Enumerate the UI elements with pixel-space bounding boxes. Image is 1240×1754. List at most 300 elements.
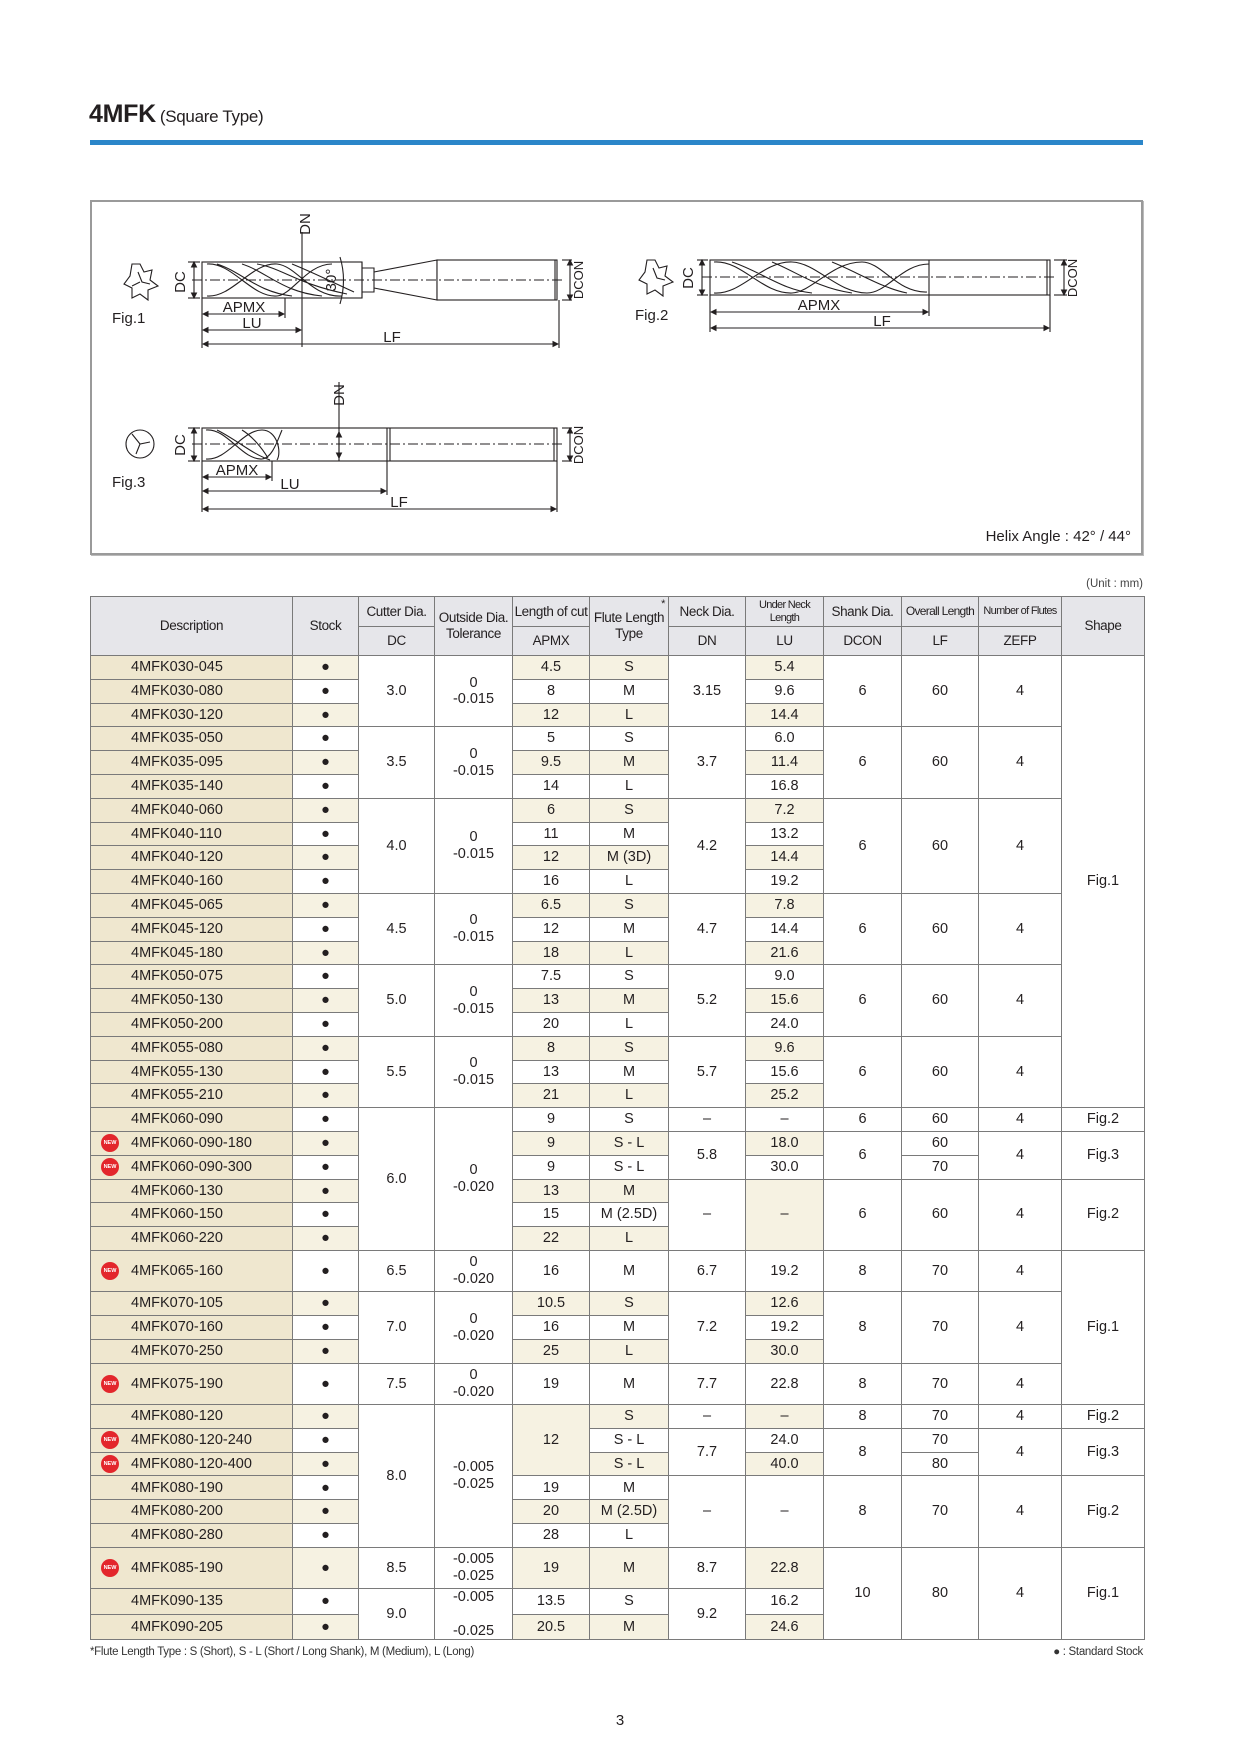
table-row	[91, 798, 1145, 822]
cell-flute-type: L	[590, 774, 669, 798]
cell-apmx: 7.5	[513, 965, 590, 989]
description-text: 4MFK060-090-300	[131, 1158, 252, 1175]
cell-flutes: 4	[979, 1547, 1062, 1639]
new-badge: NEW	[101, 1559, 119, 1577]
cell-shape: Fig.1	[1062, 1250, 1145, 1404]
cell-description	[91, 917, 293, 941]
fig3-drawing	[126, 382, 572, 512]
table-row	[91, 656, 1145, 680]
cell-cutter-dia: 8.5	[359, 1547, 435, 1588]
description-text: 4MFK085-190	[131, 1559, 223, 1576]
cell-flute-type: M	[590, 1363, 669, 1404]
description-text: 4MFK045-065	[131, 897, 223, 914]
cell-flutes: 4	[979, 656, 1062, 727]
cell-flutes: 4	[979, 1405, 1062, 1429]
cell-flute-type: M (2.5D)	[590, 1203, 669, 1227]
stock-bullet-icon: ●	[293, 727, 359, 751]
stock-bullet-icon: ●	[1053, 1646, 1060, 1658]
description-text: 4MFK060-150	[131, 1206, 223, 1223]
cell-flute-type: S	[590, 1589, 669, 1615]
cell-under-neck-length: 19.2	[746, 1316, 824, 1340]
cell-overall-length: 60	[902, 656, 979, 727]
cell-cutter-dia: 3.0	[359, 656, 435, 727]
table-row	[91, 1405, 1145, 1429]
stock-bullet-icon: ●	[293, 1179, 359, 1203]
cell-apmx: 9	[513, 1131, 590, 1155]
header-lu: LU	[746, 627, 824, 656]
unit-note: (Unit : mm)	[1086, 578, 1143, 590]
cell-neck-dia: 3.15	[669, 656, 746, 727]
header-under-neck-length: Under Neck Length	[746, 597, 824, 627]
cell-flute-type: M (3D)	[590, 846, 669, 870]
cell-shank-dia: 6	[824, 727, 902, 798]
cell-under-neck-length: 14.4	[746, 703, 824, 727]
description-text: 4MFK060-090-180	[131, 1135, 252, 1151]
fig1-label: Fig.1	[112, 310, 146, 327]
cell-apmx: 6.5	[513, 893, 590, 917]
stock-bullet-icon: ●	[293, 656, 359, 680]
header-description: Description	[91, 597, 293, 656]
cell-under-neck-length: 18.0	[746, 1131, 824, 1155]
cell-description	[91, 1203, 293, 1227]
description-text: 4MFK060-090	[131, 1111, 223, 1128]
cell-description	[91, 1524, 293, 1548]
stock-bullet-icon: ●	[293, 798, 359, 822]
fig1-dcon-label: DCON	[571, 260, 586, 300]
header-tolerance: Outside Dia. Tolerance	[435, 597, 513, 656]
cell-under-neck-length: 25.2	[746, 1084, 824, 1108]
cell-description	[91, 727, 293, 751]
stock-bullet-icon: ●	[293, 822, 359, 846]
cell-overall-length: 70	[902, 1155, 979, 1179]
cell-flutes: 4	[979, 1292, 1062, 1363]
cell-overall-length: 60	[902, 1131, 979, 1155]
cell-flute-type: S - L	[590, 1452, 669, 1476]
fig1-angle-label: 30°	[323, 268, 340, 292]
description-text: 4MFK045-120	[131, 920, 223, 937]
cell-under-neck-length: 24.0	[746, 1428, 824, 1452]
description-text: 4MFK070-160	[131, 1319, 223, 1336]
cell-under-neck-length: 15.6	[746, 1060, 824, 1084]
description-text: 4MFK080-280	[131, 1527, 223, 1544]
cell-under-neck-length: 14.4	[746, 917, 824, 941]
fig2-dc-label: DC	[680, 267, 697, 289]
stock-bullet-icon: ●	[293, 1476, 359, 1500]
cell-flute-type: M	[590, 1476, 669, 1500]
stock-bullet-icon: ●	[293, 1500, 359, 1524]
cell-shank-dia: 6	[824, 1108, 902, 1132]
cell-under-neck-length: –	[746, 1108, 824, 1132]
fig3-dn-label: DN	[331, 384, 348, 406]
cell-cutter-dia: 6.0	[359, 1108, 435, 1251]
cell-description	[91, 1227, 293, 1251]
description-text: 4MFK035-095	[131, 754, 223, 771]
description-text: 4MFK080-190	[131, 1479, 223, 1496]
cell-description	[91, 798, 293, 822]
cell-flute-type: L	[590, 870, 669, 894]
cell-flute-type: S	[590, 893, 669, 917]
cell-apmx: 16	[513, 870, 590, 894]
cell-shank-dia: 8	[824, 1250, 902, 1291]
description-text: 4MFK055-080	[131, 1039, 223, 1056]
cell-description	[91, 1131, 293, 1155]
fig3-lu-label: LU	[280, 476, 300, 493]
description-text: 4MFK075-190	[131, 1375, 223, 1392]
cell-shank-dia: 8	[824, 1476, 902, 1547]
stock-bullet-icon: ●	[293, 679, 359, 703]
cell-tolerance: 0 -0.015	[435, 656, 513, 727]
cell-neck-dia: 7.2	[669, 1292, 746, 1363]
cell-apmx: 10.5	[513, 1292, 590, 1316]
description-text: 4MFK060-220	[131, 1230, 223, 1247]
fig1-drawing	[124, 232, 572, 348]
cell-cutter-dia: 3.5	[359, 727, 435, 798]
title-rule	[90, 140, 1143, 145]
cell-tolerance: 0 -0.020	[435, 1292, 513, 1363]
cell-apmx: 13	[513, 989, 590, 1013]
cell-under-neck-length: 16.2	[746, 1589, 824, 1615]
helix-angle: Helix Angle : 42° / 44°	[985, 528, 1131, 545]
cell-overall-length: 80	[902, 1452, 979, 1476]
footnote: *Flute Length Type : S (Short), S - L (Short / Long Shank), M (Medium), L (Long)	[90, 1646, 475, 1658]
cell-description	[91, 1589, 293, 1615]
cell-description	[91, 893, 293, 917]
stock-bullet-icon: ●	[293, 1339, 359, 1363]
footnote-mark: *	[661, 598, 665, 610]
table-row	[91, 727, 1145, 751]
page-number: 3	[615, 1712, 625, 1729]
cell-flute-type: L	[590, 1339, 669, 1363]
fig2-apmx-label: APMX	[797, 297, 841, 314]
cell-under-neck-length: 9.6	[746, 1036, 824, 1060]
cell-under-neck-length: 7.2	[746, 798, 824, 822]
cell-overall-length: 60	[902, 1179, 979, 1250]
cell-flute-type: M (2.5D)	[590, 1500, 669, 1524]
cell-under-neck-length: 7.8	[746, 893, 824, 917]
product-code: 4MFK	[89, 100, 156, 128]
cell-flute-type: S	[590, 727, 669, 751]
cell-under-neck-length: 5.4	[746, 656, 824, 680]
cell-apmx: 16	[513, 1316, 590, 1340]
cell-under-neck-length: 15.6	[746, 989, 824, 1013]
cell-apmx: 11	[513, 822, 590, 846]
header-dn: DN	[669, 627, 746, 656]
cell-flute-type: S - L	[590, 1155, 669, 1179]
new-badge: NEW	[101, 1262, 119, 1280]
cell-shank-dia: 6	[824, 1179, 902, 1250]
stock-bullet-icon: ●	[293, 1428, 359, 1452]
cell-neck-dia: 9.2	[669, 1589, 746, 1640]
description-text: 4MFK040-160	[131, 873, 223, 890]
cell-overall-length: 60	[902, 1036, 979, 1107]
fig1-lu-label: LU	[242, 315, 262, 332]
cell-flutes: 4	[979, 1363, 1062, 1404]
cell-neck-dia: 6.7	[669, 1250, 746, 1291]
cell-shape: Fig.3	[1062, 1131, 1145, 1179]
spec-table-body	[91, 656, 1145, 1640]
cell-shank-dia: 6	[824, 656, 902, 727]
cell-shank-dia: 8	[824, 1405, 902, 1429]
table-row	[91, 1428, 1145, 1452]
table-row	[91, 1547, 1145, 1588]
cell-flutes: 4	[979, 1108, 1062, 1132]
cell-tolerance: 0 -0.015	[435, 893, 513, 964]
cell-apmx: 13.5	[513, 1589, 590, 1615]
cell-flutes: 4	[979, 1250, 1062, 1291]
cell-shape: Fig.3	[1062, 1428, 1145, 1476]
stock-bullet-icon: ●	[293, 1108, 359, 1132]
cell-overall-length: 70	[902, 1476, 979, 1547]
stock-bullet-icon: ●	[293, 751, 359, 775]
cell-shank-dia: 6	[824, 965, 902, 1036]
cell-apmx: 5	[513, 727, 590, 751]
cell-apmx: 18	[513, 941, 590, 965]
cell-flute-type: M	[590, 917, 669, 941]
table-row	[91, 1131, 1145, 1155]
stock-bullet-icon: ●	[293, 965, 359, 989]
cell-apmx: 13	[513, 1060, 590, 1084]
cell-overall-length: 60	[902, 965, 979, 1036]
cell-description	[91, 941, 293, 965]
fig1-dc-label: DC	[172, 271, 189, 293]
fig2-label: Fig.2	[635, 307, 669, 324]
cell-overall-length: 70	[902, 1292, 979, 1363]
cell-under-neck-length: 30.0	[746, 1155, 824, 1179]
cell-flutes: 4	[979, 1131, 1062, 1179]
cell-under-neck-length: 16.8	[746, 774, 824, 798]
description-text: 4MFK060-130	[131, 1182, 223, 1199]
cell-shape: Fig.2	[1062, 1108, 1145, 1132]
cell-description	[91, 1316, 293, 1340]
header-number-of-flutes: Number of Flutes	[979, 597, 1062, 627]
cell-shape: Fig.1	[1062, 1547, 1145, 1639]
description-text: 4MFK040-060	[131, 801, 223, 818]
cell-neck-dia: 5.8	[669, 1131, 746, 1179]
cell-under-neck-length: 14.4	[746, 846, 824, 870]
stock-bullet-icon: ●	[293, 989, 359, 1013]
cell-description	[91, 846, 293, 870]
cell-apmx: 9.5	[513, 751, 590, 775]
flute-type-label: Flute Length Type	[593, 610, 665, 641]
table-row	[91, 1036, 1145, 1060]
description-text: 4MFK070-250	[131, 1342, 223, 1359]
cell-under-neck-length: 22.8	[746, 1547, 824, 1588]
cell-under-neck-length: 9.6	[746, 679, 824, 703]
cell-apmx: 12	[513, 703, 590, 727]
cell-cutter-dia: 5.0	[359, 965, 435, 1036]
cell-description	[91, 1179, 293, 1203]
cell-flute-type: M	[590, 1614, 669, 1640]
cell-description	[91, 1250, 293, 1291]
cell-description	[91, 1405, 293, 1429]
new-badge: NEW	[101, 1158, 119, 1176]
cell-under-neck-length: –	[746, 1405, 824, 1429]
cell-under-neck-length: 11.4	[746, 751, 824, 775]
cell-flute-type: M	[590, 822, 669, 846]
cell-tolerance: -0.005 -0.025	[435, 1589, 513, 1640]
cell-under-neck-length: 19.2	[746, 1250, 824, 1291]
cell-overall-length: 70	[902, 1405, 979, 1429]
cell-description	[91, 1155, 293, 1179]
stock-bullet-icon: ●	[293, 1547, 359, 1588]
description-text: 4MFK030-080	[131, 682, 223, 699]
cell-flute-type: S - L	[590, 1428, 669, 1452]
cell-flute-type: M	[590, 679, 669, 703]
table-row	[91, 893, 1145, 917]
cell-overall-length: 60	[902, 798, 979, 893]
cell-description	[91, 1084, 293, 1108]
header-flute-type	[590, 597, 669, 656]
cell-overall-length: 80	[902, 1547, 979, 1639]
stock-legend	[1053, 1646, 1143, 1658]
stock-bullet-icon: ●	[293, 870, 359, 894]
cell-description	[91, 1012, 293, 1036]
description-text: 4MFK045-180	[131, 944, 223, 961]
cell-flute-type: S	[590, 965, 669, 989]
cell-shape: Fig.2	[1062, 1179, 1145, 1250]
description-text: 4MFK080-120-400	[131, 1455, 252, 1472]
cell-apmx: 16	[513, 1250, 590, 1291]
stock-bullet-icon: ●	[293, 917, 359, 941]
cell-apmx: 6	[513, 798, 590, 822]
cell-under-neck-length: 24.0	[746, 1012, 824, 1036]
stock-bullet-icon: ●	[293, 1036, 359, 1060]
cell-flute-type: L	[590, 1084, 669, 1108]
stock-bullet-icon: ●	[293, 1405, 359, 1429]
cell-apmx: 20	[513, 1500, 590, 1524]
cell-shank-dia: 6	[824, 1131, 902, 1179]
stock-bullet-icon: ●	[293, 774, 359, 798]
cell-under-neck-length: 22.8	[746, 1363, 824, 1404]
stock-legend-label: : Standard Stock	[1059, 1646, 1143, 1658]
stock-bullet-icon: ●	[293, 846, 359, 870]
cell-flute-type: S	[590, 798, 669, 822]
cell-description	[91, 1108, 293, 1132]
description-text: 4MFK055-210	[131, 1087, 223, 1104]
cell-overall-length: 70	[902, 1428, 979, 1452]
cell-tolerance: 0 -0.015	[435, 1036, 513, 1107]
cell-under-neck-length: 19.2	[746, 870, 824, 894]
cell-flutes: 4	[979, 1179, 1062, 1250]
cell-apmx: 8	[513, 679, 590, 703]
stock-bullet-icon: ●	[293, 1084, 359, 1108]
tool-diagrams	[92, 202, 1141, 553]
cell-neck-dia: –	[669, 1476, 746, 1547]
fig1-lf-label: LF	[383, 329, 401, 346]
cell-description	[91, 1476, 293, 1500]
cell-neck-dia: –	[669, 1405, 746, 1429]
cell-flute-type: M	[590, 1179, 669, 1203]
description-text: 4MFK040-120	[131, 849, 223, 866]
cell-flute-type: S	[590, 1036, 669, 1060]
cell-neck-dia: 3.7	[669, 727, 746, 798]
cell-description	[91, 656, 293, 680]
end-face-icon	[124, 264, 158, 300]
fig3-dcon-label: DCON	[571, 425, 586, 465]
stock-bullet-icon: ●	[293, 1452, 359, 1476]
description-text: 4MFK050-130	[131, 992, 223, 1009]
header-overall-length: Overall Length	[902, 597, 979, 627]
cell-flute-type: S	[590, 1108, 669, 1132]
cell-flute-type: S - L	[590, 1131, 669, 1155]
product-subtitle: (Square Type)	[159, 107, 264, 126]
cell-shank-dia: 8	[824, 1428, 902, 1476]
cell-neck-dia: 4.7	[669, 893, 746, 964]
stock-bullet-icon: ●	[293, 1060, 359, 1084]
cell-description	[91, 1036, 293, 1060]
cell-flute-type: M	[590, 751, 669, 775]
cell-under-neck-length: 24.6	[746, 1614, 824, 1640]
new-badge: NEW	[101, 1431, 119, 1449]
header-cutter-dia: Cutter Dia.	[359, 597, 435, 627]
description-text: 4MFK080-200	[131, 1503, 223, 1520]
cell-shape: Fig.1	[1062, 656, 1145, 1108]
table-row	[91, 1250, 1145, 1291]
cell-under-neck-length: 21.6	[746, 941, 824, 965]
cell-apmx: 12	[513, 846, 590, 870]
table-row	[91, 1292, 1145, 1316]
header-stock: Stock	[293, 597, 359, 656]
cell-tolerance: 0 -0.020	[435, 1363, 513, 1404]
cell-description	[91, 1452, 293, 1476]
cell-description	[91, 679, 293, 703]
stock-bullet-icon: ●	[293, 1131, 359, 1155]
description-text: 4MFK040-110	[131, 825, 222, 842]
fig3-apmx-label: APMX	[215, 462, 259, 479]
cell-flute-type: M	[590, 989, 669, 1013]
cell-overall-length: 60	[902, 1108, 979, 1132]
cell-apmx: 4.5	[513, 656, 590, 680]
page-title	[89, 100, 263, 129]
table-row	[91, 965, 1145, 989]
cell-under-neck-length: 30.0	[746, 1339, 824, 1363]
fig3-label: Fig.3	[112, 474, 146, 491]
cell-tolerance: 0 -0.015	[435, 965, 513, 1036]
description-text: 4MFK080-120-240	[131, 1431, 252, 1448]
cell-flutes: 4	[979, 893, 1062, 964]
cell-apmx: 9	[513, 1108, 590, 1132]
fig3-lf-label: LF	[390, 494, 408, 511]
cell-tolerance: 0 -0.015	[435, 727, 513, 798]
cell-neck-dia: 5.2	[669, 965, 746, 1036]
fig3-dc-label: DC	[172, 434, 189, 456]
header-shank-dia: Shank Dia.	[824, 597, 902, 627]
cell-overall-length: 60	[902, 893, 979, 964]
cell-description	[91, 870, 293, 894]
cell-description	[91, 989, 293, 1013]
cell-apmx: 8	[513, 1036, 590, 1060]
cell-cutter-dia: 8.0	[359, 1405, 435, 1548]
cell-flute-type: L	[590, 1227, 669, 1251]
cell-tolerance: 0 -0.020	[435, 1250, 513, 1291]
header-dc: DC	[359, 627, 435, 656]
description-text: 4MFK030-045	[131, 659, 223, 676]
cell-flute-type: L	[590, 941, 669, 965]
cell-neck-dia: 7.7	[669, 1363, 746, 1404]
cell-apmx: 12	[513, 1405, 590, 1476]
cell-apmx: 20.5	[513, 1614, 590, 1640]
header-zefp: ZEFP	[979, 627, 1062, 656]
stock-bullet-icon: ●	[293, 1012, 359, 1036]
cell-under-neck-length: –	[746, 1179, 824, 1250]
header-lf: LF	[902, 627, 979, 656]
cell-description	[91, 774, 293, 798]
header-length-of-cut: Length of cut	[513, 597, 590, 627]
cell-shank-dia: 6	[824, 893, 902, 964]
cell-apmx: 19	[513, 1547, 590, 1588]
cell-under-neck-length: 9.0	[746, 965, 824, 989]
cell-shank-dia: 8	[824, 1363, 902, 1404]
